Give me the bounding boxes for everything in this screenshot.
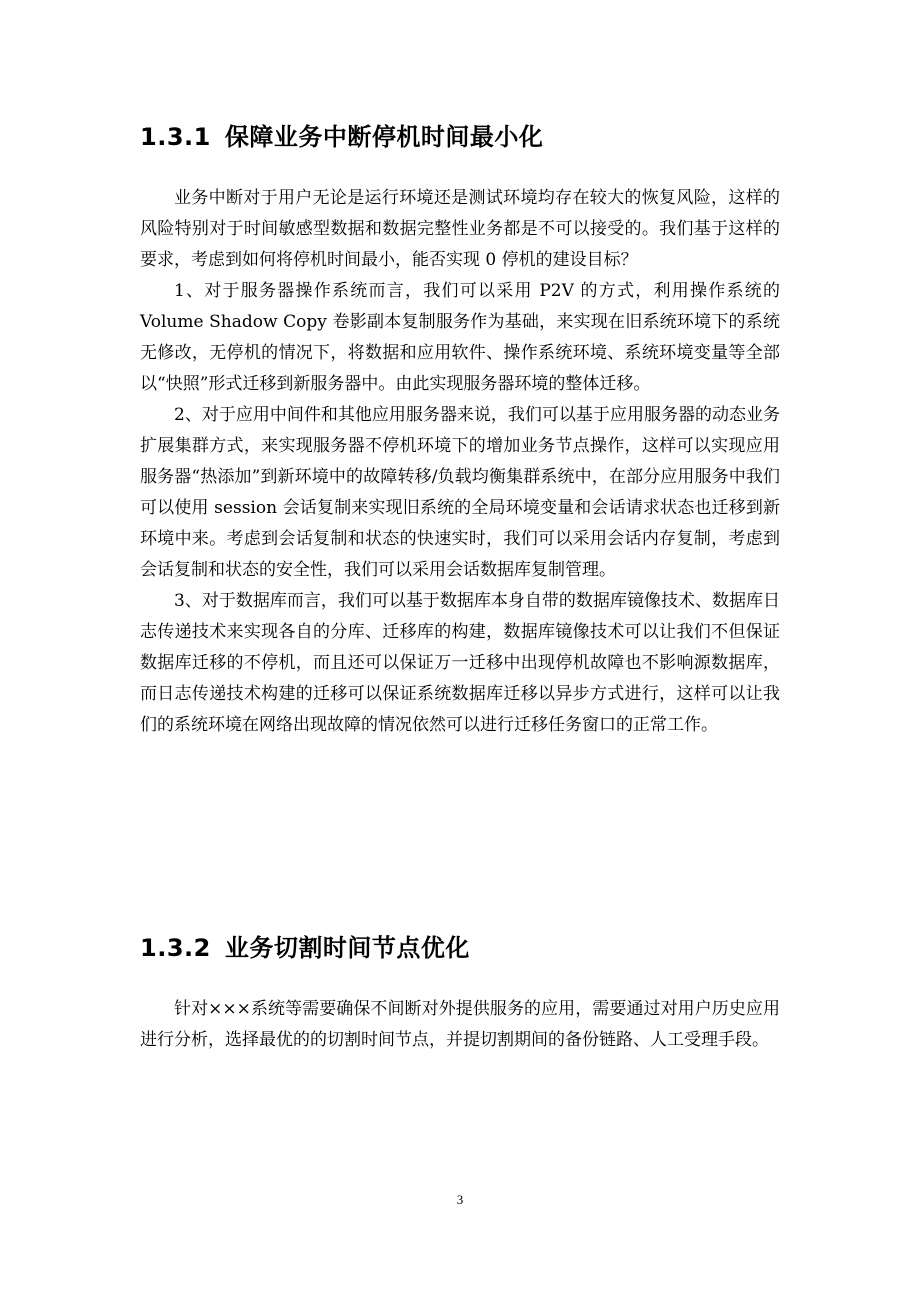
section-number: 1.3.1 [140,123,211,151]
section-title: 保障业务中断停机时间最小化 [224,123,544,151]
section-1-3-2 [140,932,780,1056]
paragraph: 针对×××系统等需要确保不间断对外提供服务的应用，需要通过对用户历史应用进行分析，选择最优的的切割时间节点，并提切割期间的备份链路、人工受理手段。 [140,999,780,1050]
page-number: 3 [456,1192,464,1207]
paragraph: 1、对于服务器操作系统而言，我们可以采用 P2V 的方式，利用操作系统的 Volume Shadow Copy 卷影副本复制服务作为基础，来实现在旧系统环境下的系统无修改，无停机的情况下，将数据和应用软件、操作系统环境、系统环境变量等全部以“快照”形式迁移到新服务器中。由此实现服务器环境的整体迁移。 [140,281,780,394]
section-1-3-1 [140,121,780,741]
section-heading [140,932,780,964]
section-title: 业务切割时间节点优化 [224,934,470,962]
paragraph: 2、对于应用中间件和其他应用服务器来说，我们可以基于应用服务器的动态业务扩展集群方式，来实现服务器不停机环境下的增加业务节点操作，这样可以实现应用服务器“热添加”到新环境中的故障转移/负载均衡集群系统中，在部分应用服务中我们可以使用 session 会话复制来实现旧系统的全局环境变量和会话请求状态也迁移到新环境中来。考虑到会话复制和状态的快速实时，我们可以采用会话内存复制，考虑到会话复制和状态的安全性，我们可以采用会话数据库复制管理。 [140,405,780,580]
paragraph: 业务中断对于用户无论是运行环境还是测试环境均存在较大的恢复风险，这样的风险特别对于时间敏感型数据和数据完整性业务都是不可以接受的。我们基于这样的要求，考虑到如何将停机时间最小，能否实现 0 停机的建设目标？ [140,188,780,270]
section-number: 1.3.2 [140,934,211,962]
paragraph: 3、对于数据库而言，我们可以基于数据库本身自带的数据库镜像技术、数据库日志传递技术来实现各自的分库、迁移库的构建，数据库镜像技术可以让我们不但保证数据库迁移的不停机，而且还可以保证万一迁移中出现停机故障也不影响源数据库，而日志传递技术构建的迁移可以保证系统数据库迁移以异步方式进行，这样可以让我们的系统环境在网络出现故障的情况依然可以进行迁移任务窗口的正常工作。 [140,591,780,735]
section-heading [140,121,780,153]
